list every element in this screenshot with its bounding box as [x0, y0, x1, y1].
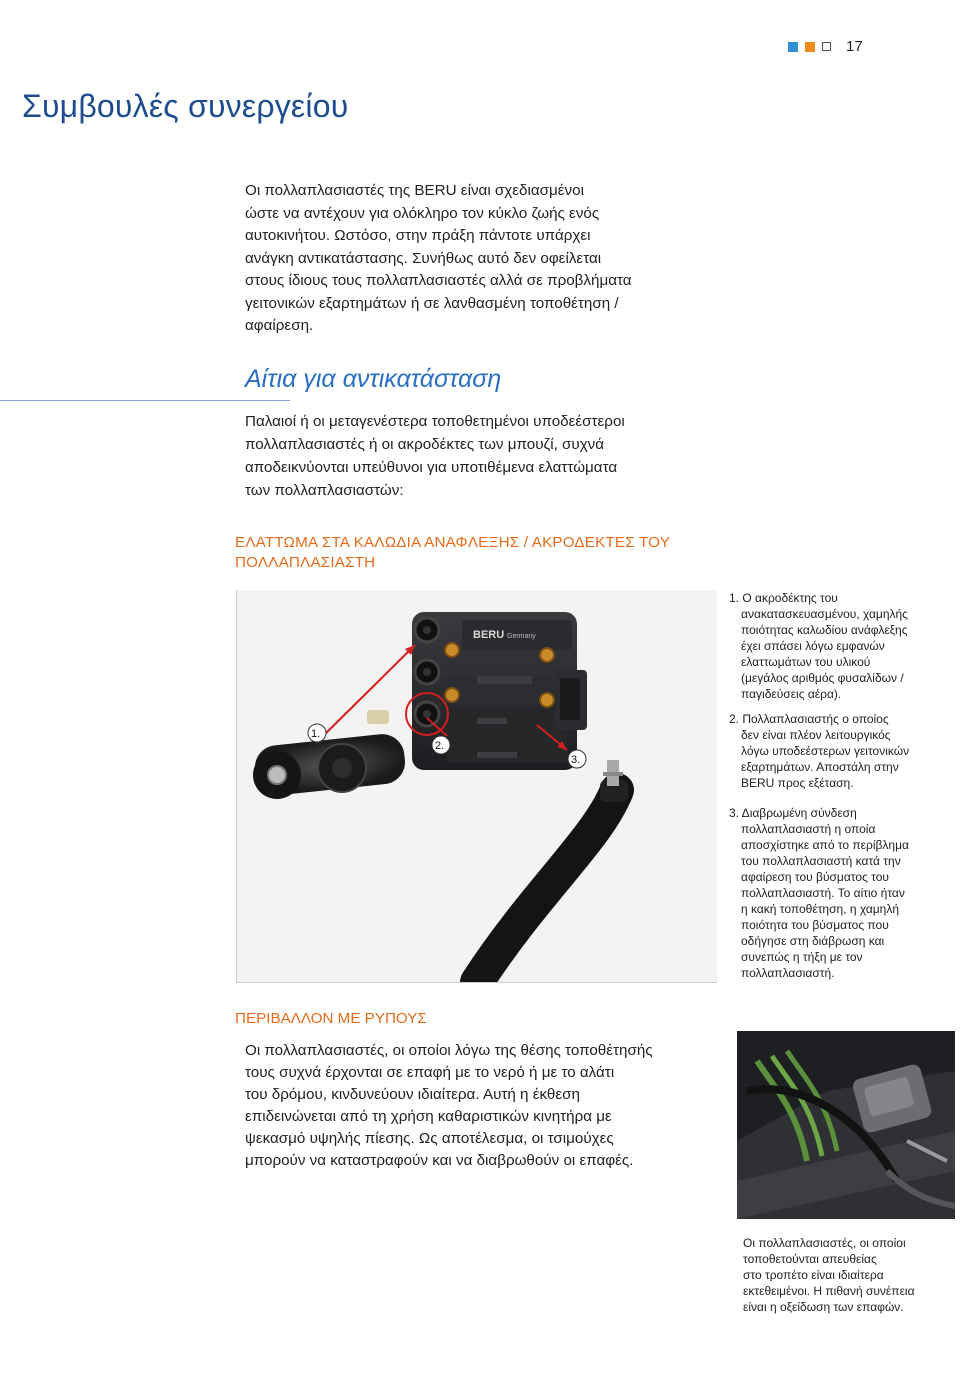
ignition-coil-illustration — [237, 590, 717, 982]
text-line: εξαρτημάτων. Αποστάλη στην — [741, 760, 899, 774]
text-line: πολλαπλασιαστές ή οι ακροδέκτες των μπουζί, συχνά — [245, 436, 605, 453]
text-line: του πολλαπλασιαστή κατά την — [741, 854, 901, 868]
text-line: στους ίδιους τους πολλαπλασιαστές αλλά σε προβλήματα — [245, 272, 632, 289]
engine-bay-illustration — [737, 1031, 955, 1219]
text-line: τοποθετούνται απευθείας — [743, 1252, 877, 1266]
text-line: ανακατασκευασμένου, χαμηλής — [741, 607, 908, 621]
ignition-coil-photo — [236, 590, 717, 983]
text-line: αποσχίστηκε από το περίβλημα — [741, 838, 909, 852]
spark-plug-wire — [477, 790, 617, 982]
text-line: του δρόμου, κινδυνεύουν ιδιαίτερα. Αυτή η έκθεση — [245, 1086, 580, 1103]
text-line: είναι η οξείδωση των επαφών. — [743, 1300, 904, 1314]
text-line: στο τροπέτο είναι ιδιαίτερα — [743, 1268, 884, 1282]
label-3: 3. — [571, 754, 581, 766]
text-line: γειτονικών εξαρτημάτων ή σε λανθασμένη τοποθέτηση / — [245, 294, 619, 312]
engine-bay-caption — [743, 1235, 943, 1315]
text-line: αφαίρεση του βύσματος του — [741, 870, 889, 884]
text-line: BERU προς εξέταση. — [741, 776, 854, 790]
causes-heading: Αίτια για αντικατάσταση — [245, 365, 502, 393]
page-number: 17 — [846, 38, 863, 55]
text-line: αφαίρεση. — [245, 317, 314, 334]
text-line: συνεπώς η τήξη με τον — [741, 950, 863, 964]
text-line: Παλαιοί ή οι μεταγενέστερα τοποθετημένοι υποδεέστεροι — [245, 413, 625, 430]
text-line: έχει σπάσει λόγω εμφανών — [741, 639, 885, 653]
text-line: η κακή τοποθέτηση, η χαμηλή — [741, 902, 900, 916]
text-line: 1. Ο ακροδέκτης του — [729, 591, 838, 605]
text-line: πολλαπλασιαστή. Το αίτιο ήταν — [741, 886, 905, 900]
heading-rule — [0, 400, 290, 401]
text-line: ανάγκη αντικατάστασης. Συνήθως αυτό δεν οφείλεται — [245, 249, 602, 267]
text-line: μπορούν να καταστραφούν και να διαβρωθούν οι επαφές. — [245, 1152, 634, 1169]
text-line: 3. Διαβρωμένη σύνδεση — [729, 806, 857, 820]
brand-subtext: Germany — [507, 633, 536, 640]
text-line: (μεγάλος αριθμός φυσαλίδων / — [741, 671, 904, 685]
text-line: δεν είναι πλέον λειτουργικός — [741, 728, 891, 742]
text-line: ποιότητα του βύσματος που — [741, 918, 889, 932]
text-line: πολλαπλασιαστή η οποία — [741, 822, 876, 836]
text-line: ψεκασμό υψηλής πίεσης. Ως αποτέλεσμα, οι τσιμούχες — [245, 1130, 614, 1147]
environment-heading: ΠΕΡΙΒΑΛΛΟΝ ΜΕ ΡΥΠΟΥΣ — [235, 1010, 427, 1027]
text-line: 2. Πολλαπλασιαστής ο οποίος — [729, 712, 889, 726]
text-line: λόγω υποδεέστερων γειτονικών — [741, 744, 910, 758]
orange-square-icon — [805, 42, 815, 52]
text-line: παγιδεύσεις αέρα). — [741, 687, 842, 701]
text-line: τους συχνά έρχονται σε επαφή με το νερό ή με το αλάτι — [245, 1064, 615, 1081]
text-line: πολλαπλασιαστή. — [741, 966, 835, 980]
note-1 — [729, 590, 954, 702]
text-line: Οι πολλαπλασιαστές, οι οποίοι — [743, 1236, 906, 1250]
text-line: ώστε να αντέχουν για ολόκληρο τον κύκλο ζωής ενός — [245, 204, 600, 222]
page-title: Συμβουλές συνεργείου — [22, 88, 349, 124]
note-2 — [729, 711, 954, 791]
brand-text: BERU — [473, 629, 505, 641]
text-line: Οι πολλαπλασιαστές της BERU είναι σχεδιασμένοι — [245, 182, 584, 199]
blue-square-icon — [788, 42, 798, 52]
text-line: Οι πολλαπλασιαστές, οι οποίοι λόγω της θέσης τοποθέτησής — [245, 1042, 653, 1059]
text-line: ελαττωμάτων του υλικού — [741, 655, 871, 669]
text-line: ΕΛΑΤΤΩΜΑ ΣΤΑ ΚΑΛΩΔΙΑ ΑΝΑΦΛΕΞΗΣ / ΑΚΡΟΔΕΚΤΕΣ ΤΟΥ — [235, 534, 671, 551]
text-line: επιδεινώνεται από τη χρήση καθαριστικών κινητήρα με — [245, 1108, 612, 1125]
engine-bay-photo — [737, 1031, 955, 1219]
text-line: αυτοκινήτου. Ωστόσο, στην πράξη πάντοτε υπάρχει — [245, 227, 591, 244]
note-3 — [729, 805, 954, 981]
text-line: ποιότητας καλωδίου ανάφλεξης — [741, 623, 908, 637]
intro-paragraph — [245, 180, 675, 338]
text-line: οδήγησε στη διάβρωση και — [741, 934, 885, 948]
defect-heading — [235, 533, 695, 573]
text-line: των πολλαπλασιαστών: — [245, 482, 404, 499]
text-line: ΠΟΛΛΑΠΛΑΣΙΑΣΤΗ — [235, 554, 376, 571]
label-2: 2. — [435, 740, 445, 752]
arrow-1 — [317, 645, 415, 742]
environment-paragraph — [245, 1040, 665, 1172]
text-line: αποδεικνύονται υπεύθυνοι για υποτιθέμενα ελαττώματα — [245, 459, 618, 476]
causes-paragraph — [245, 410, 685, 502]
page-header — [788, 38, 863, 55]
label-1: 1. — [311, 728, 321, 740]
outline-square-icon — [822, 42, 831, 51]
text-line: εκτεθειμένοι. Η πιθανή συνέπεια — [743, 1284, 915, 1298]
